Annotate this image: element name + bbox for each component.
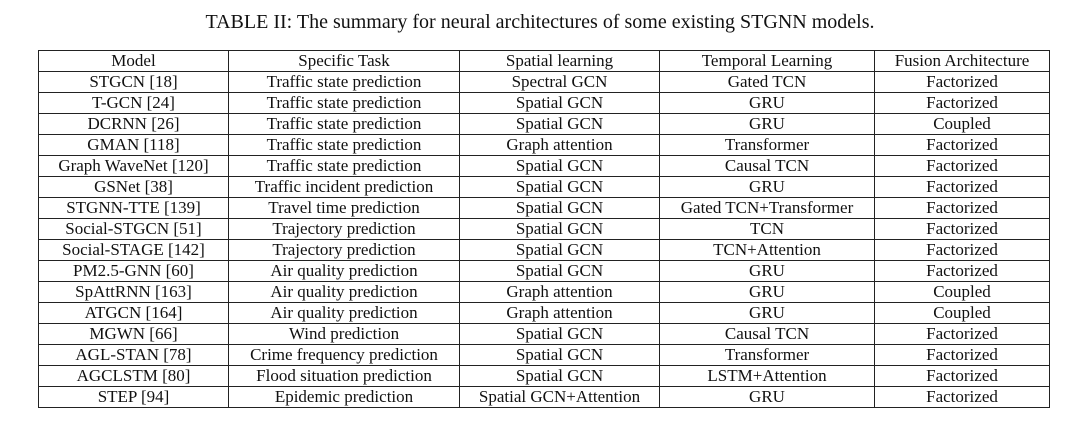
task-cell: Trajectory prediction — [229, 219, 460, 240]
model-cell: GMAN [118] — [39, 135, 229, 156]
model-cell: AGCLSTM [80] — [39, 366, 229, 387]
temporal-learning-cell: GRU — [660, 114, 875, 135]
model-cell: STGCN [18] — [39, 72, 229, 93]
stgnn-summary-table — [38, 50, 1050, 408]
model-cell: PM2.5-GNN [60] — [39, 261, 229, 282]
temporal-learning-cell: Transformer — [660, 135, 875, 156]
task-cell: Air quality prediction — [229, 303, 460, 324]
fusion-architecture-cell: Factorized — [875, 345, 1050, 366]
table-row — [39, 282, 1050, 303]
model-cell: ATGCN [164] — [39, 303, 229, 324]
model-cell: Social-STGCN [51] — [39, 219, 229, 240]
task-cell: Crime frequency prediction — [229, 345, 460, 366]
task-cell: Traffic state prediction — [229, 72, 460, 93]
spatial-learning-cell: Spatial GCN — [460, 240, 660, 261]
model-cell: T-GCN [24] — [39, 93, 229, 114]
temporal-learning-cell: GRU — [660, 177, 875, 198]
task-cell: Traffic state prediction — [229, 156, 460, 177]
header-fusion-architecture: Fusion Architecture — [875, 51, 1050, 72]
fusion-architecture-cell: Factorized — [875, 240, 1050, 261]
table-row — [39, 198, 1050, 219]
table-row — [39, 240, 1050, 261]
fusion-architecture-cell: Factorized — [875, 366, 1050, 387]
model-cell: Social-STAGE [142] — [39, 240, 229, 261]
fusion-architecture-cell: Factorized — [875, 198, 1050, 219]
task-cell: Air quality prediction — [229, 261, 460, 282]
spatial-learning-cell: Spatial GCN — [460, 177, 660, 198]
task-cell: Traffic state prediction — [229, 135, 460, 156]
table-row — [39, 345, 1050, 366]
temporal-learning-cell: TCN+Attention — [660, 240, 875, 261]
spatial-learning-cell: Spatial GCN — [460, 219, 660, 240]
spatial-learning-cell: Graph attention — [460, 303, 660, 324]
fusion-architecture-cell: Coupled — [875, 114, 1050, 135]
spatial-learning-cell: Spatial GCN — [460, 156, 660, 177]
fusion-architecture-cell: Factorized — [875, 93, 1050, 114]
model-cell: GSNet [38] — [39, 177, 229, 198]
table-row — [39, 177, 1050, 198]
model-cell: SpAttRNN [163] — [39, 282, 229, 303]
fusion-architecture-cell: Factorized — [875, 72, 1050, 93]
header-spatial-learning: Spatial learning — [460, 51, 660, 72]
spatial-learning-cell: Spatial GCN — [460, 366, 660, 387]
task-cell: Traffic incident prediction — [229, 177, 460, 198]
task-cell: Traffic state prediction — [229, 93, 460, 114]
task-cell: Travel time prediction — [229, 198, 460, 219]
table-row — [39, 324, 1050, 345]
header-specific-task: Specific Task — [229, 51, 460, 72]
spatial-learning-cell: Spatial GCN+Attention — [460, 387, 660, 408]
fusion-architecture-cell: Factorized — [875, 177, 1050, 198]
spatial-learning-cell: Spatial GCN — [460, 324, 660, 345]
table-row — [39, 261, 1050, 282]
fusion-architecture-cell: Factorized — [875, 156, 1050, 177]
table-row — [39, 303, 1050, 324]
header-temporal-learning: Temporal Learning — [660, 51, 875, 72]
table-row — [39, 366, 1050, 387]
fusion-architecture-cell: Factorized — [875, 324, 1050, 345]
fusion-architecture-cell: Factorized — [875, 261, 1050, 282]
task-cell: Flood situation prediction — [229, 366, 460, 387]
spatial-learning-cell: Spectral GCN — [460, 72, 660, 93]
header-model: Model — [39, 51, 229, 72]
table-row — [39, 219, 1050, 240]
temporal-learning-cell: Causal TCN — [660, 324, 875, 345]
model-cell: STGNN-TTE [139] — [39, 198, 229, 219]
task-cell: Epidemic prediction — [229, 387, 460, 408]
spatial-learning-cell: Graph attention — [460, 135, 660, 156]
fusion-architecture-cell: Factorized — [875, 135, 1050, 156]
temporal-learning-cell: Gated TCN+Transformer — [660, 198, 875, 219]
temporal-learning-cell: GRU — [660, 303, 875, 324]
spatial-learning-cell: Spatial GCN — [460, 261, 660, 282]
table-row — [39, 93, 1050, 114]
temporal-learning-cell: Gated TCN — [660, 72, 875, 93]
table-row — [39, 156, 1050, 177]
table-row — [39, 72, 1050, 93]
model-cell: DCRNN [26] — [39, 114, 229, 135]
fusion-architecture-cell: Factorized — [875, 219, 1050, 240]
model-cell: MGWN [66] — [39, 324, 229, 345]
task-cell: Air quality prediction — [229, 282, 460, 303]
temporal-learning-cell: GRU — [660, 261, 875, 282]
task-cell: Traffic state prediction — [229, 114, 460, 135]
table-header-row — [39, 51, 1050, 72]
table-caption: TABLE II: The summary for neural architectures of some existing STGNN models. — [205, 11, 875, 33]
fusion-architecture-cell: Coupled — [875, 303, 1050, 324]
fusion-architecture-cell: Factorized — [875, 387, 1050, 408]
spatial-learning-cell: Spatial GCN — [460, 198, 660, 219]
spatial-learning-cell: Spatial GCN — [460, 114, 660, 135]
temporal-learning-cell: GRU — [660, 282, 875, 303]
temporal-learning-cell: TCN — [660, 219, 875, 240]
model-cell: Graph WaveNet [120] — [39, 156, 229, 177]
temporal-learning-cell: GRU — [660, 93, 875, 114]
table-row — [39, 114, 1050, 135]
temporal-learning-cell: Causal TCN — [660, 156, 875, 177]
spatial-learning-cell: Spatial GCN — [460, 345, 660, 366]
temporal-learning-cell: GRU — [660, 387, 875, 408]
task-cell: Wind prediction — [229, 324, 460, 345]
table-row — [39, 135, 1050, 156]
table-row — [39, 387, 1050, 408]
temporal-learning-cell: LSTM+Attention — [660, 366, 875, 387]
table-body — [39, 72, 1050, 408]
spatial-learning-cell: Spatial GCN — [460, 93, 660, 114]
task-cell: Trajectory prediction — [229, 240, 460, 261]
spatial-learning-cell: Graph attention — [460, 282, 660, 303]
fusion-architecture-cell: Coupled — [875, 282, 1050, 303]
model-cell: AGL-STAN [78] — [39, 345, 229, 366]
temporal-learning-cell: Transformer — [660, 345, 875, 366]
model-cell: STEP [94] — [39, 387, 229, 408]
